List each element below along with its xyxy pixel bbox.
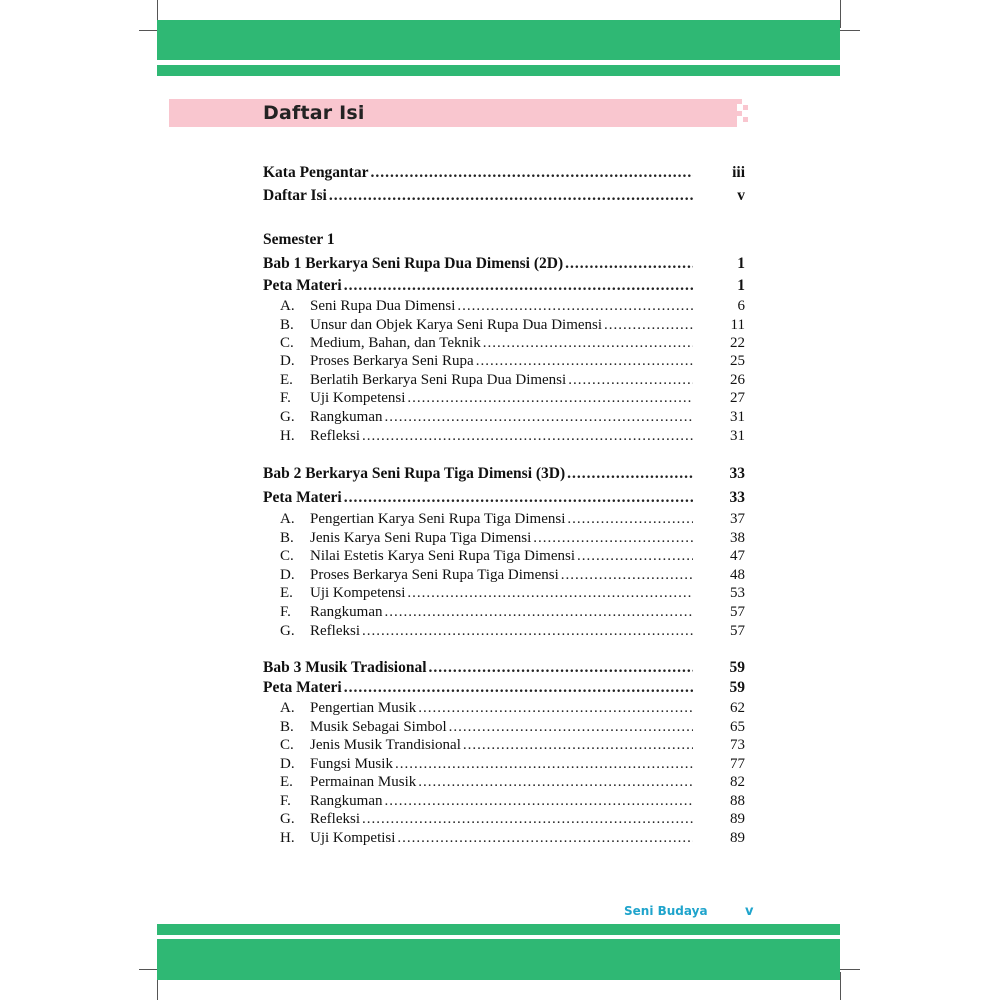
toc-label: Bab 3 Musik Tradisional [263, 659, 427, 676]
toc-label: Refleksi [310, 623, 360, 639]
toc-letter: H. [280, 428, 295, 444]
toc-letter: A. [280, 298, 295, 314]
toc-page: iii [732, 164, 745, 181]
toc-map-3[interactable] [263, 678, 745, 697]
toc-page: 57 [730, 604, 745, 620]
page-title: Daftar Isi [263, 102, 365, 124]
toc-item[interactable] [263, 810, 745, 829]
toc-item[interactable] [263, 352, 745, 371]
toc-leader [407, 584, 693, 603]
toc-item[interactable] [263, 622, 745, 641]
toc-label: Jenis Musik Trandisional [310, 737, 461, 753]
toc-page: 27 [730, 390, 745, 406]
toc-leader [604, 316, 693, 335]
toc-page: 6 [737, 298, 745, 314]
toc-label: Bab 1 Berkarya Seni Rupa Dua Dimensi (2D) [263, 255, 564, 272]
crop-mark [840, 0, 841, 28]
toc-leader [362, 427, 693, 446]
crop-mark [840, 30, 860, 31]
toc-leader [567, 510, 693, 529]
toc-label: Uji Kompetisi [310, 830, 396, 846]
toc-entry-kata-pengantar[interactable] [263, 163, 745, 182]
toc-leader [567, 464, 693, 483]
toc-chapter-2[interactable] [263, 464, 745, 483]
toc-page: 73 [730, 737, 745, 753]
toc-letter: G. [280, 811, 295, 827]
toc-label: Rangkuman [310, 793, 383, 809]
toc-label: Proses Berkarya Seni Rupa [310, 353, 474, 369]
toc-page: 47 [730, 548, 745, 564]
toc-label: Permainan Musik [310, 774, 417, 790]
toc-leader [476, 352, 693, 371]
toc-item[interactable] [263, 699, 745, 718]
semester-heading: Semester 1 [263, 231, 335, 248]
toc-leader [407, 389, 693, 408]
crop-mark [139, 969, 157, 970]
toc-label: Peta Materi [263, 679, 342, 696]
toc-item[interactable] [263, 529, 745, 548]
toc-leader [463, 736, 693, 755]
crop-mark [840, 969, 860, 970]
toc-label: Berlatih Berkarya Seni Rupa Dua Dimensi [310, 372, 567, 388]
toc-leader [344, 276, 693, 295]
toc-page: 26 [730, 372, 745, 388]
title-bar [169, 99, 737, 127]
toc-letter: F. [280, 390, 291, 406]
toc-leader [429, 658, 693, 677]
toc-label: Rangkuman [310, 409, 383, 425]
toc-leader [344, 678, 693, 697]
toc-leader [568, 371, 693, 390]
toc-letter: C. [280, 548, 294, 564]
toc-leader [362, 622, 693, 641]
toc-label: Pengertian Musik [310, 700, 417, 716]
toc-letter: E. [280, 774, 293, 790]
toc-leader [577, 547, 693, 566]
toc-page: 62 [730, 700, 745, 716]
toc-page: 31 [730, 428, 745, 444]
toc-map-2[interactable] [263, 488, 745, 507]
toc-page: 33 [729, 465, 745, 482]
toc-letter: F. [280, 793, 291, 809]
toc-letter: E. [280, 585, 293, 601]
toc-page: 1 [737, 255, 745, 272]
toc-item[interactable] [263, 603, 745, 622]
toc-item[interactable] [263, 792, 745, 811]
footer-page-number: v [745, 904, 754, 919]
toc-page: 77 [730, 756, 745, 772]
toc-label: Uji Kompetensi [310, 585, 406, 601]
toc-item[interactable] [263, 427, 745, 446]
toc-leader [533, 529, 693, 548]
toc-page: 89 [730, 830, 745, 846]
toc-page: v [737, 187, 745, 204]
toc-label: Proses Berkarya Seni Rupa Tiga Dimensi [310, 567, 559, 583]
crop-mark [139, 30, 157, 31]
toc-item[interactable] [263, 334, 745, 353]
toc-leader [565, 254, 693, 273]
toc-letter: G. [280, 623, 295, 639]
toc-item[interactable] [263, 566, 745, 585]
toc-item[interactable] [263, 773, 745, 792]
toc-letter: H. [280, 830, 295, 846]
toc-letter: A. [280, 700, 295, 716]
toc-leader [344, 488, 693, 507]
toc-label: Jenis Karya Seni Rupa Tiga Dimensi [310, 530, 532, 546]
toc-letter: G. [280, 409, 295, 425]
toc-item[interactable] [263, 389, 745, 408]
toc-page: 37 [730, 511, 745, 527]
toc-label: Pengertian Karya Seni Rupa Tiga Dimensi [310, 511, 566, 527]
footer-book-title: Seni Budaya [624, 904, 708, 918]
toc-label: Unsur dan Objek Karya Seni Rupa Dua Dimensi [310, 317, 603, 333]
toc-page: 33 [729, 489, 745, 506]
toc-label: Fungsi Musik [310, 756, 393, 772]
toc-page: 59 [729, 679, 745, 696]
toc-leader [395, 755, 693, 774]
toc-label: Refleksi [310, 811, 360, 827]
toc-label: Peta Materi [263, 277, 342, 294]
toc-label: Peta Materi [263, 489, 342, 506]
toc-letter: D. [280, 756, 295, 772]
toc-map-1[interactable] [263, 276, 745, 295]
toc-page: 53 [730, 585, 745, 601]
toc-leader [385, 408, 694, 427]
toc-label: Musik Sebagai Simbol [310, 719, 447, 735]
toc-page: 88 [730, 793, 745, 809]
toc-letter: D. [280, 353, 295, 369]
toc-label: Nilai Estetis Karya Seni Rupa Tiga Dimensi [310, 548, 575, 564]
toc-page: 25 [730, 353, 745, 369]
toc-chapter-3[interactable] [263, 658, 745, 677]
toc-page: 22 [730, 335, 745, 351]
toc-leader [370, 163, 693, 182]
toc-page: 48 [730, 567, 745, 583]
toc-letter: B. [280, 317, 294, 333]
toc-letter: E. [280, 372, 293, 388]
toc-letter: C. [280, 737, 294, 753]
toc-label: Kata Pengantar [263, 164, 369, 181]
toc-leader [385, 792, 694, 811]
toc-item[interactable] [263, 408, 745, 427]
toc-item[interactable] [263, 718, 745, 737]
toc-item[interactable] [263, 510, 745, 529]
toc-leader [397, 829, 693, 848]
toc-label: Seni Rupa Dua Dimensi [310, 298, 456, 314]
toc-leader [418, 773, 693, 792]
toc-letter: B. [280, 530, 294, 546]
toc-item[interactable] [263, 297, 745, 316]
toc-chapter-1[interactable] [263, 254, 745, 273]
toc-page: 59 [729, 659, 745, 676]
toc-item[interactable] [263, 755, 745, 774]
toc-letter: B. [280, 719, 294, 735]
toc-letter: D. [280, 567, 295, 583]
toc-page: 89 [730, 811, 745, 827]
footer-band-thin [157, 924, 840, 935]
toc-page: 38 [730, 530, 745, 546]
toc-leader [418, 699, 693, 718]
crop-mark [840, 972, 841, 1000]
toc-label: Refleksi [310, 428, 360, 444]
toc-entry-daftar-isi[interactable] [263, 186, 745, 205]
header-band-top [157, 20, 840, 60]
toc-label: Rangkuman [310, 604, 383, 620]
toc-leader [561, 566, 693, 585]
toc-leader [457, 297, 693, 316]
header-band-thin [157, 65, 840, 76]
toc-leader [329, 186, 693, 205]
toc-item[interactable] [263, 584, 745, 603]
toc-item[interactable] [263, 829, 745, 848]
toc-page: 11 [730, 317, 745, 333]
toc-label: Medium, Bahan, dan Teknik [310, 335, 481, 351]
toc-label: Uji Kompetensi [310, 390, 406, 406]
toc-item[interactable] [263, 316, 745, 335]
toc-item[interactable] [263, 547, 745, 566]
toc-letter: C. [280, 335, 294, 351]
toc-item[interactable] [263, 736, 745, 755]
toc-label: Bab 2 Berkarya Seni Rupa Tiga Dimensi (3D) [263, 465, 566, 482]
toc-page: 65 [730, 719, 745, 735]
toc-leader [362, 810, 693, 829]
toc-page: 82 [730, 774, 745, 790]
toc-letter: F. [280, 604, 291, 620]
footer-band-bottom [157, 939, 840, 980]
toc-page: 1 [737, 277, 745, 294]
toc-item[interactable] [263, 371, 745, 390]
toc-page: 31 [730, 409, 745, 425]
toc-leader [449, 718, 693, 737]
toc-leader [483, 334, 693, 353]
toc-page: 57 [730, 623, 745, 639]
toc-letter: A. [280, 511, 295, 527]
toc-leader [385, 603, 694, 622]
toc-label: Daftar Isi [263, 187, 327, 204]
